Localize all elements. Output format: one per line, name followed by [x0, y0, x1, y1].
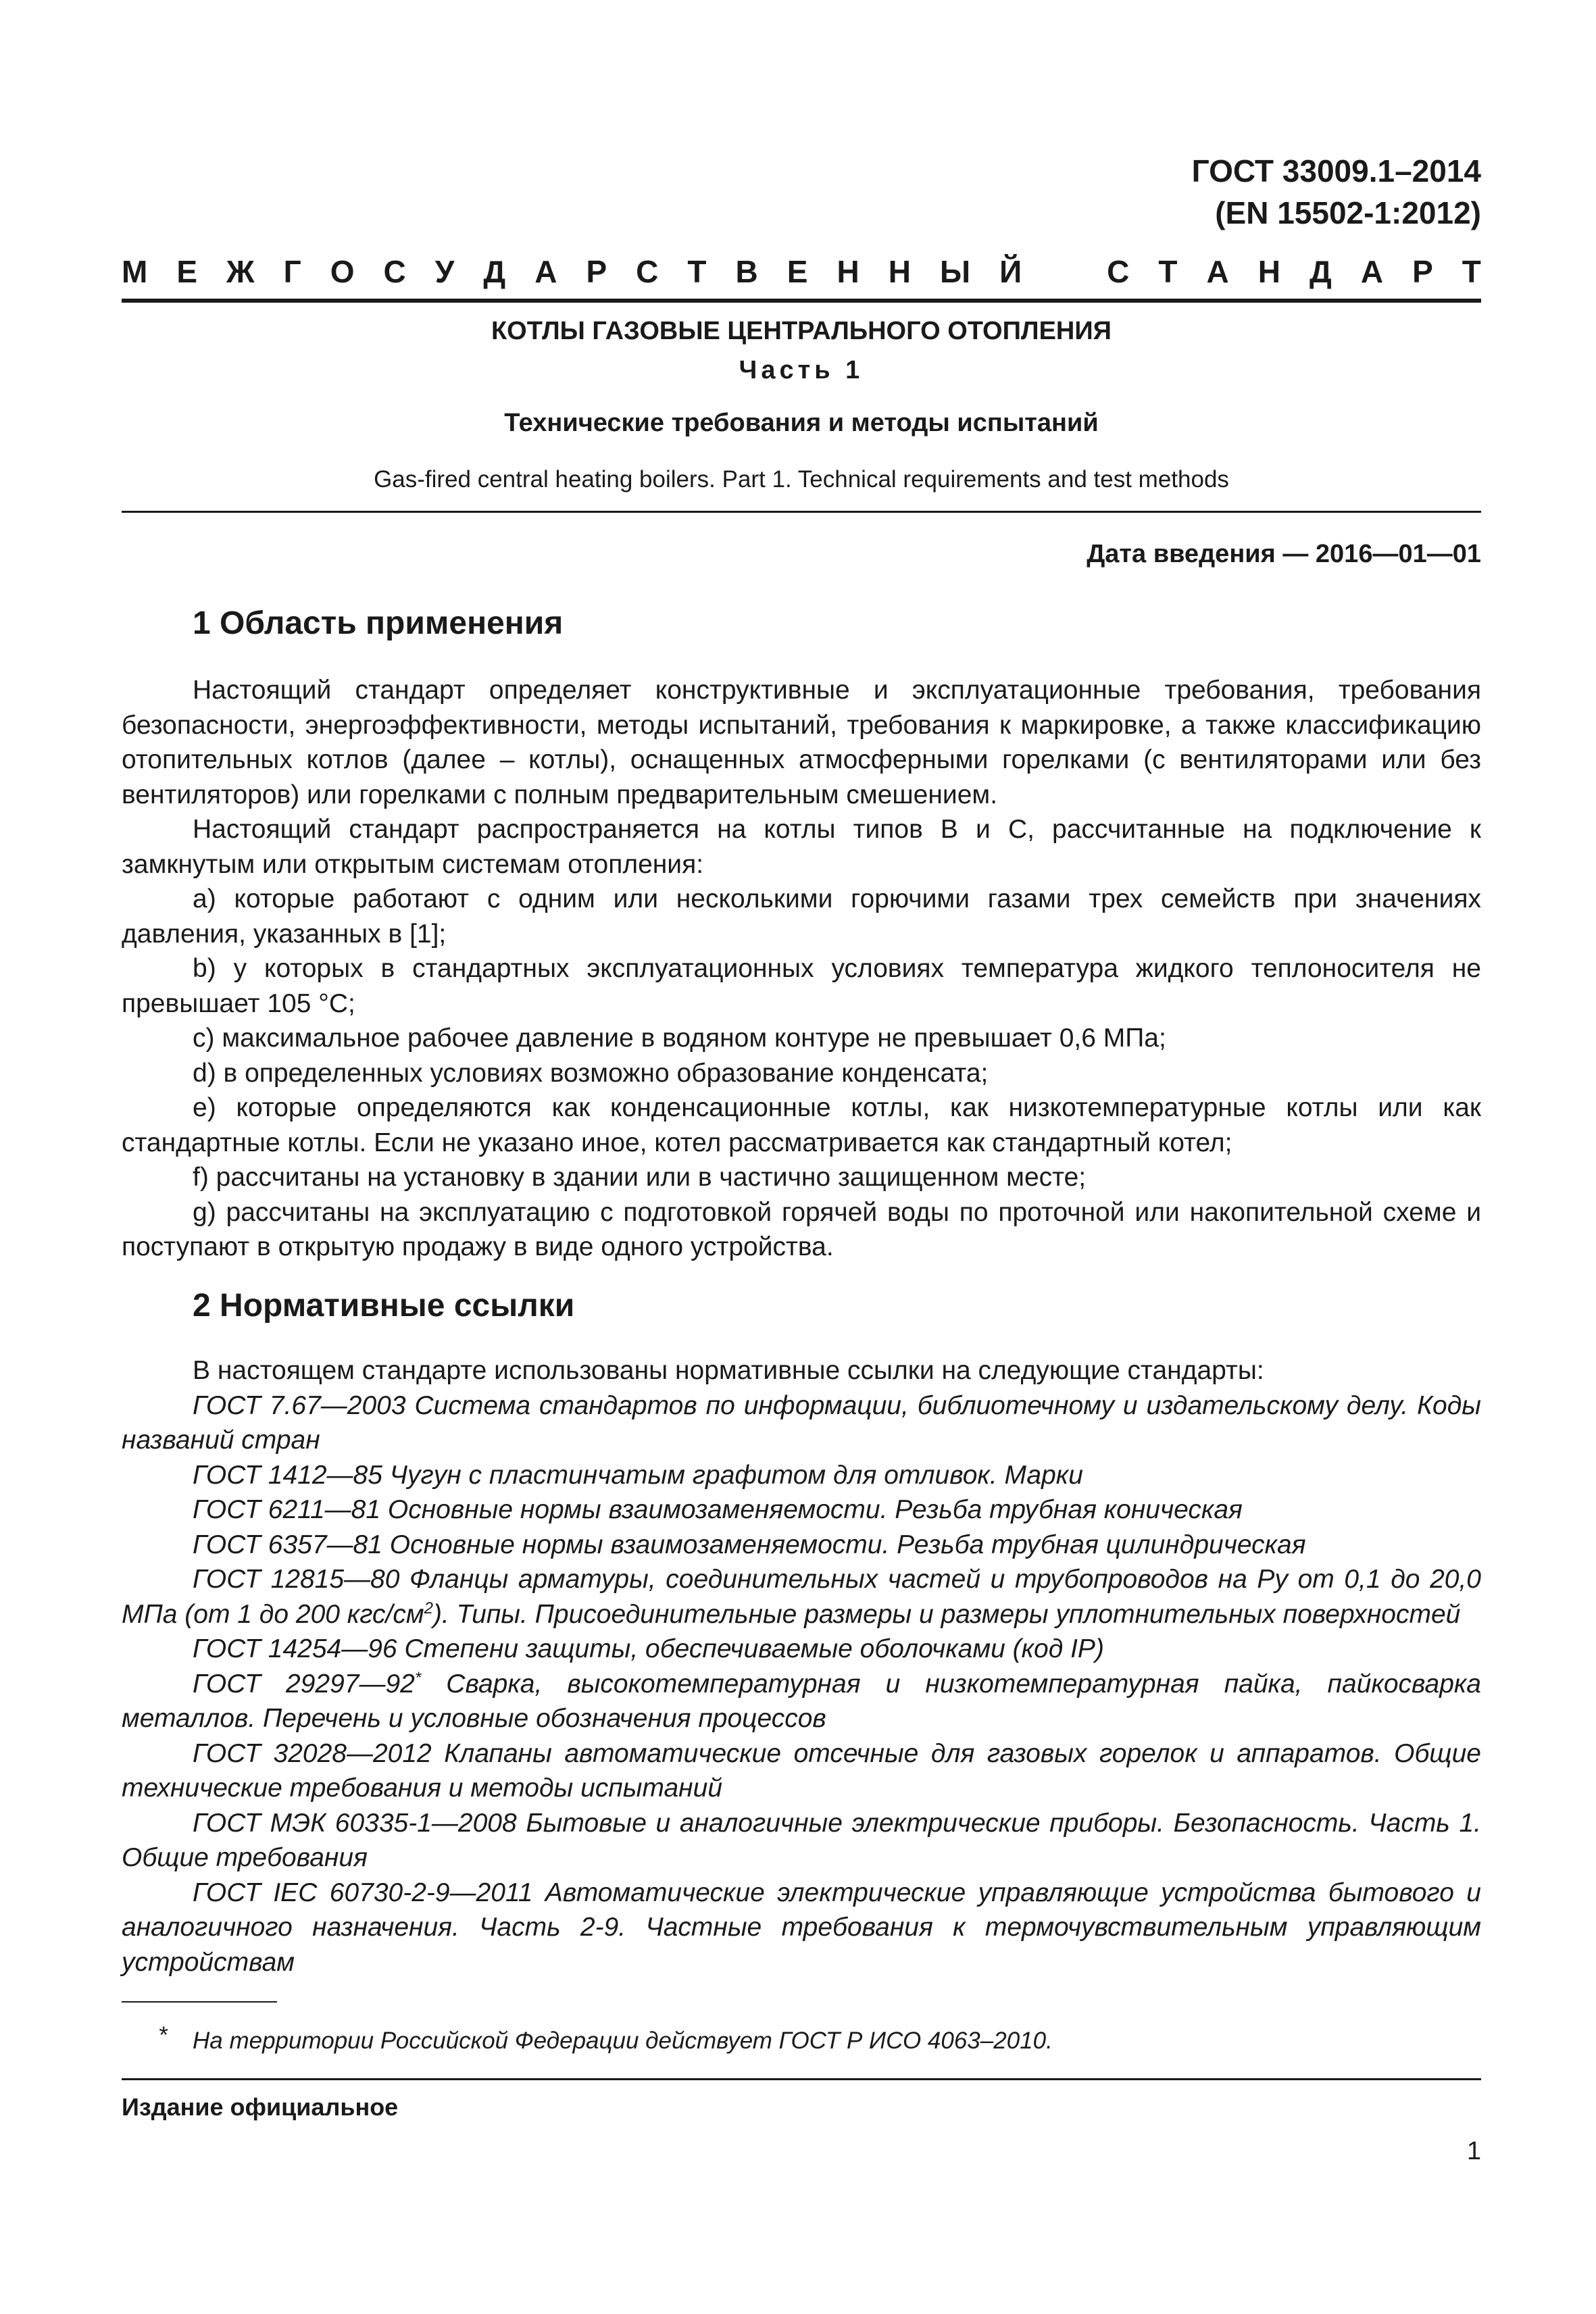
banner-letter: О [330, 254, 355, 289]
banner-letter: Р [586, 254, 607, 289]
scope-item-b: b) у которых в стандартных эксплуатационных условиях температура жидкого теплоносителя не превышает 105 °C; [122, 954, 1481, 1018]
banner-letter: Е [787, 254, 808, 289]
footer-rule [122, 2078, 1481, 2080]
section-1-body [122, 673, 1481, 1265]
footnote-text: На территории Российской Федерации действует ГОСТ Р ИСО 4063–2010. [193, 2028, 1053, 2054]
banner-letter: Н [837, 254, 859, 289]
scope-paragraph: Настоящий стандарт распространяется на котлы типов B и C, рассчитанные на подключение к замкнутым или открытым системам отопления: [122, 815, 1481, 879]
reference-item: ГОСТ 1412—85 Чугун с пластинчатым графитом для отливок. Марки [193, 1460, 1083, 1490]
interstate-standard-banner [122, 251, 1481, 292]
banner-letter: Ы [940, 254, 971, 289]
banner-letter: Е [176, 254, 198, 289]
scope-item-a: a) которые работают с одним или несколькими горючими газами трех семейств при значениях давления, указанных в [1]; [122, 884, 1481, 949]
banner-letter: С [1107, 254, 1130, 289]
references-intro: В настоящем стандарте использованы нормативные ссылки на следующие стандарты: [193, 1356, 1264, 1385]
reference-item [122, 1562, 1481, 1632]
scope-item-f: f) рассчитаны на установку в здании или в частично защищенном месте; [193, 1163, 1087, 1192]
reference-item: ГОСТ 6357—81 Основные нормы взаимозаменяемости. Резьба трубная цилиндрическая [193, 1530, 1306, 1559]
reference-item: ГОСТ 14254—96 Степени защиты, обеспечиваемые оболочками (код IP) [193, 1634, 1104, 1663]
reference-text: ). Типы. Присоединительные размеры и размеры уплотнительных поверхностей [432, 1599, 1461, 1629]
banner-letter: Ж [226, 254, 255, 289]
reference-item: ГОСТ 7.67—2003 Система стандартов по информации, библиотечному и издательскому делу. Коды названий стран [122, 1390, 1481, 1455]
effective-date: Дата введения — 2016—01—01 [1087, 540, 1481, 568]
scope-item-c: c) максимальное рабочее давление в водяном контуре не превышает 0,6 МПа; [193, 1024, 1166, 1053]
document-subtitle: Технические требования и методы испытаний [504, 409, 1099, 437]
section-2-body [122, 1353, 1481, 1980]
banner-letter: М [122, 254, 148, 289]
banner-letter: А [534, 254, 557, 289]
reference-item: ГОСТ МЭК 60335-1—2008 Бытовые и аналогичные электрические приборы. Безопасность. Часть 1. Общие требования [122, 1808, 1481, 1872]
banner-letter: Т [1158, 254, 1178, 289]
scope-item-e: e) которые определяются как конденсационные котлы, как низкотемпературные котлы или как стандартные котлы. Если не указано иное, котел рассматривается как стандартный котел; [122, 1093, 1481, 1157]
scope-paragraph: Настоящий стандарт определяет конструктивные и эксплуатационные требования, требования безопасности, энергоэффективности, методы испытаний, требования к маркировке, а также классификацию отопительных котлов (далее – котлы), оснащенных атмосферными горелками (с вентиляторами или без вентиляторов) или горелками с полным предварительным смешением. [122, 676, 1481, 809]
banner-letter: Й [999, 254, 1022, 289]
standard-number: ГОСТ 33009.1–2014 [1191, 153, 1481, 188]
footnote-marker[interactable]: * [414, 1668, 422, 1687]
english-title: Gas-fired central heating boilers. Part 1. Technical requirements and test methods [374, 466, 1229, 493]
reference-text: Сварка, высокотемпературная и низкотемпературная пайка, пайкосварка металлов. Перечень и условные обозначения процессов [122, 1669, 1481, 1733]
reference-text: ГОСТ 12815—80 Фланцы арматуры, соединительных частей и трубопроводов на Ру от 0,1 до 20,0 МПа (от 1 до 200 кгс/см [122, 1565, 1481, 1629]
reference-item: ГОСТ 32028—2012 Клапаны автоматические отсечные для газовых горелок и аппаратов. Общие технические требования и методы испытаний [122, 1738, 1481, 1803]
superscript: 2 [424, 1599, 433, 1617]
banner-letter: Н [1257, 254, 1281, 289]
banner-letter: В [735, 254, 758, 289]
banner-letter: Т [1462, 254, 1481, 289]
reference-text: ГОСТ 29297—92 [193, 1669, 415, 1699]
official-edition-label: Издание официальное [122, 2093, 399, 2121]
reference-item: ГОСТ 6211—81 Основные нормы взаимозаменяемости. Резьба трубная коническая [193, 1495, 1243, 1524]
banner-letter: С [636, 254, 659, 289]
title-rule [122, 511, 1481, 513]
banner-letter: Г [283, 254, 301, 289]
footnote [122, 2024, 1481, 2058]
banner-letter: А [1206, 254, 1229, 289]
part-label: Часть 1 [739, 356, 864, 384]
banner-letter: Т [687, 254, 707, 289]
scope-item-g: g) рассчитаны на эксплуатацию с подготовкой горячей воды по проточной или накопительной схеме и поступают в открытую продажу в виде одного устройства. [122, 1197, 1481, 1261]
banner-letter: Д [483, 254, 506, 289]
scope-item-d: d) в определенных условиях возможно образование конденсата; [193, 1058, 989, 1088]
reference-item: ГОСТ IEC 60730-2-9—2011 Автоматические электрические управляющие устройства бытового и аналогичного назначения. Часть 2-9. Частные требования к термочувствительным управляющим устройствам [122, 1878, 1481, 1977]
en-equivalent: (EN 15502-1:2012) [1215, 195, 1481, 230]
section-1-heading: 1 Область применения [193, 605, 564, 641]
header-rule [122, 299, 1481, 303]
banner-letter: Д [1310, 254, 1332, 289]
banner-letter: Н [888, 254, 911, 289]
reference-item [122, 1667, 1481, 1736]
banner-letter: Р [1412, 254, 1433, 289]
page-number: 1 [1466, 2137, 1481, 2165]
standard-code-block [1192, 150, 1481, 234]
banner-letter: С [383, 254, 406, 289]
section-2-heading: 2 Нормативные ссылки [193, 1288, 575, 1324]
banner-letter: У [434, 254, 455, 289]
footnote-mark: * [159, 2022, 168, 2048]
document-title: КОТЛЫ ГАЗОВЫЕ ЦЕНТРАЛЬНОГО ОТОПЛЕНИЯ [491, 317, 1112, 345]
banner-letter: А [1360, 254, 1384, 289]
footnote-separator [122, 2001, 277, 2003]
